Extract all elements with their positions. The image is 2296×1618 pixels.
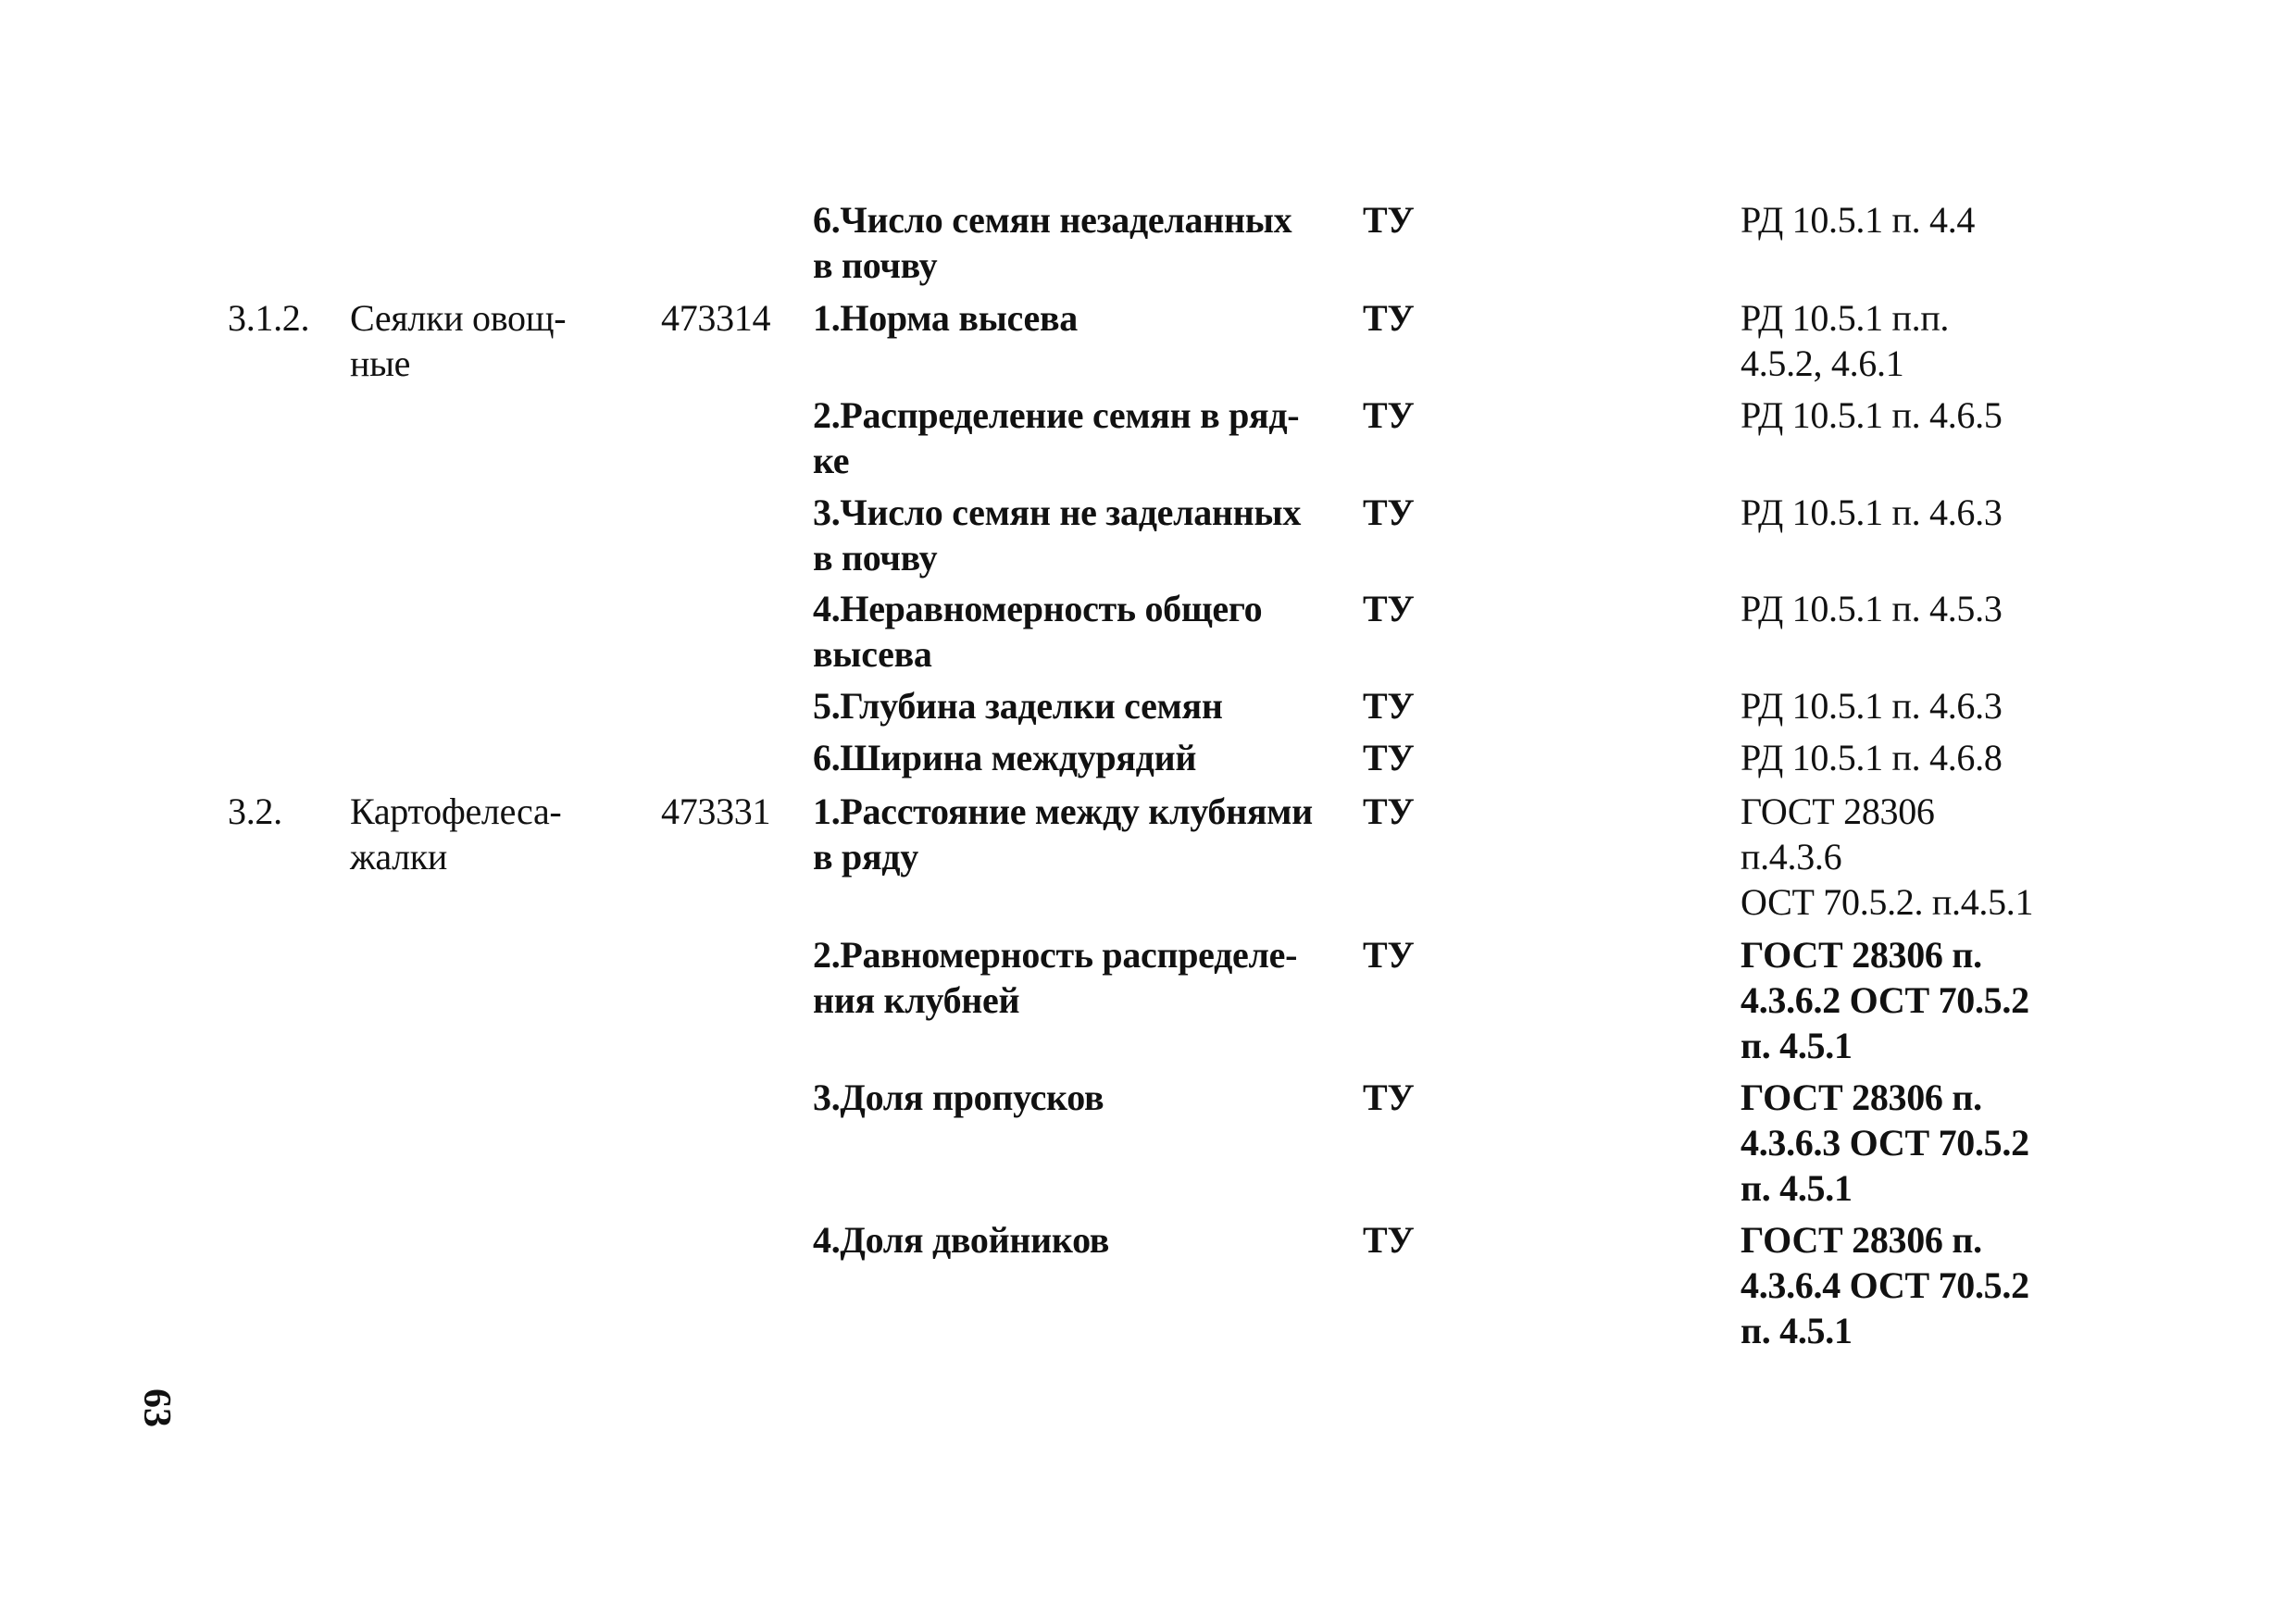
row-number: 3.2. [228,790,282,832]
param-line: 5.Глубина заделки семян [813,685,1223,727]
ref-line: п.4.3.6 [1741,836,1842,877]
row-number: 3.1.2. [228,297,310,339]
machine-name-line: ные [350,342,411,384]
tu-cell: ТУ [1363,685,1415,727]
tu-cell: ТУ [1363,394,1415,436]
param-line: 4.Неравномерность общего [813,588,1263,629]
ref-line: ГОСТ 28306 п. [1741,1219,1982,1261]
tu-cell: ТУ [1363,934,1415,976]
code-cell: 473314 [661,297,771,339]
ref-line: 4.3.6.2 ОСТ 70.5.2 [1741,979,2029,1021]
param-line: 4.Доля двойников [813,1219,1110,1261]
ref-line: ОСТ 70.5.2. п.4.5.1 [1741,881,2034,923]
ref-line: 4.3.6.3 ОСТ 70.5.2 [1741,1122,2029,1164]
tu-cell: ТУ [1363,737,1415,778]
param-line: 2.Распределение семян в ряд- [813,394,1300,436]
param-line: 1.Норма высева [813,297,1078,339]
ref-line: 4.5.2, 4.6.1 [1741,342,1904,384]
ref-line: РД 10.5.1 п.п. [1741,297,1950,339]
param-line: 6.Число семян незаделанных [813,199,1292,241]
param-line: в почву [813,537,938,579]
tu-cell: ТУ [1363,297,1415,339]
ref-line: п. 4.5.1 [1741,1310,1853,1351]
ref-line: п. 4.5.1 [1741,1025,1853,1066]
machine-name-line: Картофелеса- [350,790,562,832]
tu-cell: ТУ [1363,199,1415,241]
page-number: 63 [135,1388,178,1427]
param-line: ния клубней [813,979,1020,1021]
param-line: 3.Доля пропусков [813,1077,1104,1118]
ref-line: РД 10.5.1 п. 4.5.3 [1741,588,2003,629]
ref-line: РД 10.5.1 п. 4.6.3 [1741,685,2003,727]
tu-cell: ТУ [1363,492,1415,533]
code-cell: 473331 [661,790,771,832]
ref-line: РД 10.5.1 п. 4.6.3 [1741,492,2003,533]
tu-cell: ТУ [1363,790,1415,832]
ref-line: п. 4.5.1 [1741,1167,1853,1209]
ref-line: ГОСТ 28306 [1741,790,1935,832]
tu-cell: ТУ [1363,588,1415,629]
param-line: 2.Равномерность распределе- [813,934,1298,976]
param-line: в ряду [813,836,918,877]
tu-cell: ТУ [1363,1077,1415,1118]
ref-line: РД 10.5.1 п. 4.6.8 [1741,737,2003,778]
machine-name-line: жалки [350,836,448,877]
ref-line: 4.3.6.4 ОСТ 70.5.2 [1741,1264,2029,1306]
machine-name-line: Сеялки овощ- [350,297,567,339]
tu-cell: ТУ [1363,1219,1415,1261]
param-line: в почву [813,244,938,286]
param-line: 6.Ширина междурядий [813,737,1197,778]
ref-line: ГОСТ 28306 п. [1741,1077,1982,1118]
ref-line: РД 10.5.1 п. 4.4 [1741,199,1976,241]
ref-line: ГОСТ 28306 п. [1741,934,1982,976]
ref-line: РД 10.5.1 п. 4.6.5 [1741,394,2003,436]
param-line: 1.Расстояние между клубнями [813,790,1313,832]
param-line: ке [813,440,850,481]
param-line: 3.Число семян не заделанных [813,492,1302,533]
param-line: высева [813,633,932,675]
